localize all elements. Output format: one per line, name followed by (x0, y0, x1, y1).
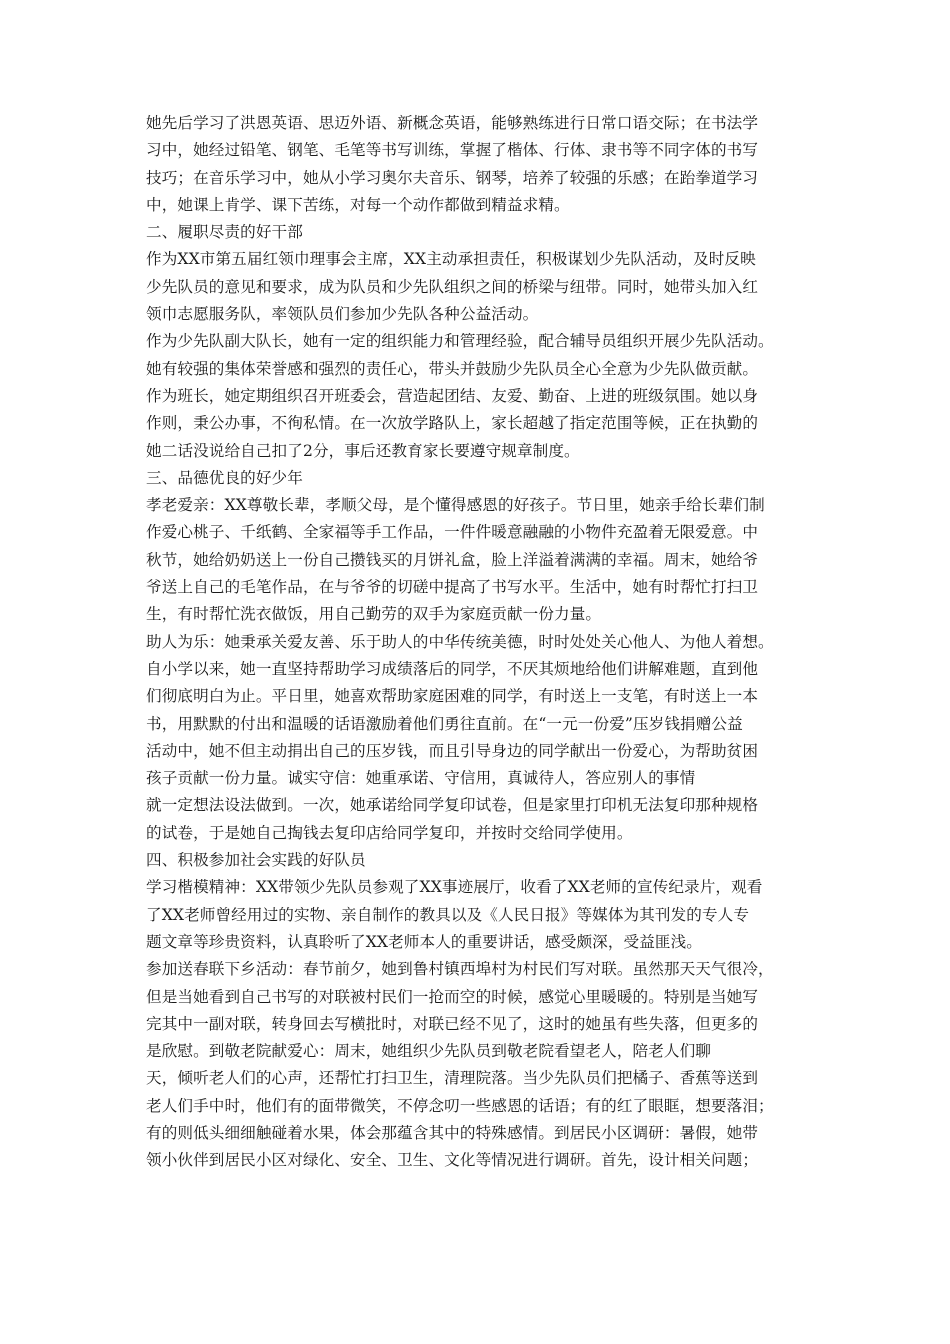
text-line: 作为少先队副大队长，她有一定的组织能力和管理经验，配合辅导员组织开展少先队活动。 (146, 332, 774, 351)
text-line: 三、品德优良的好少年 (146, 468, 303, 487)
text-line: 爷送上自己的毛笔作品，在与爷爷的切磋中提高了书写水平。生活中，她有时帮忙打扫卫 (146, 578, 759, 597)
text-line: 作则，秉公办事，不徇私情。在一次放学路队上，家长超越了指定范围等候，正在执勤的 (146, 414, 759, 433)
text-line: 二、履职尽责的好干部 (146, 223, 303, 242)
text-line: 题文章等珍贵资料，认真聆听了XX老师本人的重要讲话，感受颇深，受益匪浅。 (146, 932, 702, 951)
text-line: 领小伙伴到居民小区对绿化、安全、卫生、文化等情况进行调研。首先，设计相关问题； (146, 1151, 759, 1170)
text-line: 天，倾听老人们的心声，还帮忙打扫卫生，清理院落。当少先队员们把橘子、香蕉等送到 (146, 1069, 759, 1088)
text-line: 老人们手中时，他们有的面带微笑，不停念叨一些感恩的话语；有的红了眼眶，想要落泪； (146, 1096, 774, 1115)
text-line: 秋节，她给奶奶送上一份自己攒钱买的月饼礼盒，脸上洋溢着满满的幸福。周末，她给爷 (146, 550, 759, 569)
text-line: 中，她课上肯学、课下苦练，对每一个动作都做到精益求精。 (146, 195, 570, 214)
text-line: 四、积极参加社会实践的好队员 (146, 851, 366, 870)
text-line: 书，用默默的付出和温暖的话语激励着他们勇往直前。在“一元一份爱”压岁钱捐赠公益 (146, 714, 743, 733)
text-line: 少先队员的意见和要求，成为队员和少先队组织之间的桥梁与纽带。同时，她带头加入红 (146, 277, 759, 296)
text-line: 有的则低头细细触碰着水果，体会那蕴含其中的特殊感情。到居民小区调研：暑假，她带 (146, 1123, 759, 1142)
text-line: 就一定想法设法做到。一次，她承诺给同学复印试卷，但是家里打印机无法复印那种规格 (146, 796, 759, 815)
text-line: 自小学以来，她一直坚持帮助学习成绩落后的同学，不厌其烦地给他们讲解难题，直到他 (146, 659, 759, 678)
text-line: 她有较强的集体荣誉感和强烈的责任心，带头并鼓励少先队员全心全意为少先队做贡献。 (146, 359, 759, 378)
text-line: 作爱心桃子、千纸鹤、全家福等手工作品，一件件暖意融融的小物件充盈着无限爱意。中 (146, 523, 759, 542)
text-line: 完其中一副对联，转身回去写横批时，对联已经不见了，这时的她虽有些失落，但更多的 (146, 1014, 759, 1033)
text-line: 是欣慰。到敬老院献爱心：周末，她组织少先队员到敬老院看望老人，陪老人们聊 (146, 1042, 711, 1061)
text-line: 参加送春联下乡活动：春节前夕，她到鲁村镇西埠村为村民们写对联。虽然那天天气很冷， (146, 960, 774, 979)
document-body (146, 110, 826, 1175)
text-line: 作为班长，她定期组织召开班委会，营造起团结、友爱、勤奋、上进的班级氛围。她以身 (146, 386, 759, 405)
text-line: 生，有时帮忙洗衣做饭，用自己勤劳的双手为家庭贡献一份力量。 (146, 605, 602, 624)
text-line: 了XX老师曾经用过的实物、亲自制作的教具以及《人民日报》等媒体为其刊发的专人专 (146, 905, 750, 924)
text-line: 她二话没说给自己扣了2分，事后还教育家长要遵守规章制度。 (146, 441, 580, 460)
text-line: 习中，她经过铅笔、钢笔、毛笔等书写训练，掌握了楷体、行体、隶书等不同字体的书写 (146, 141, 759, 160)
text-line: 的试卷，于是她自己掏钱去复印店给同学复印，并按时交给同学使用。 (146, 823, 633, 842)
text-line: 孩子贡献一份力量。诚实守信：她重承诺、守信用，真诚待人，答应别人的事情 (146, 769, 696, 788)
text-line: 学习楷模精神：XX带领少先队员参观了XX事迹展厅，收看了XX老师的宣传纪录片，观看 (146, 878, 763, 897)
text-line: 活动中，她不但主动捐出自己的压岁钱，而且引导身边的同学献出一份爱心，为帮助贫困 (146, 741, 759, 760)
text-line: 但是当她看到自己书写的对联被村民们一抢而空的时候，感觉心里暖暖的。特别是当她写 (146, 987, 759, 1006)
text-line: 孝老爱亲：XX尊敬长辈，孝顺父母，是个懂得感恩的好孩子。节日里，她亲手给长辈们制 (146, 496, 765, 515)
text-line: 作为XX市第五届红领巾理事会主席，XX主动承担责任，积极谋划少先队活动，及时反映 (146, 250, 756, 269)
text-line: 助人为乐：她秉承关爱友善、乐于助人的中华传统美德，时时处处关心他人、为他人着想。 (146, 632, 774, 651)
text-line: 技巧；在音乐学习中，她从小学习奥尔夫音乐、钢琴，培养了较强的乐感；在跆拳道学习 (146, 168, 759, 187)
text-line: 她先后学习了洪恩英语、思迈外语、新概念英语，能够熟练进行日常口语交际；在书法学 (146, 114, 759, 132)
text-line: 领巾志愿服务队，率领队员们参加少先队各种公益活动。 (146, 305, 539, 324)
text-line: 们彻底明白为止。平日里，她喜欢帮助家庭困难的同学，有时送上一支笔，有时送上一本 (146, 687, 759, 706)
